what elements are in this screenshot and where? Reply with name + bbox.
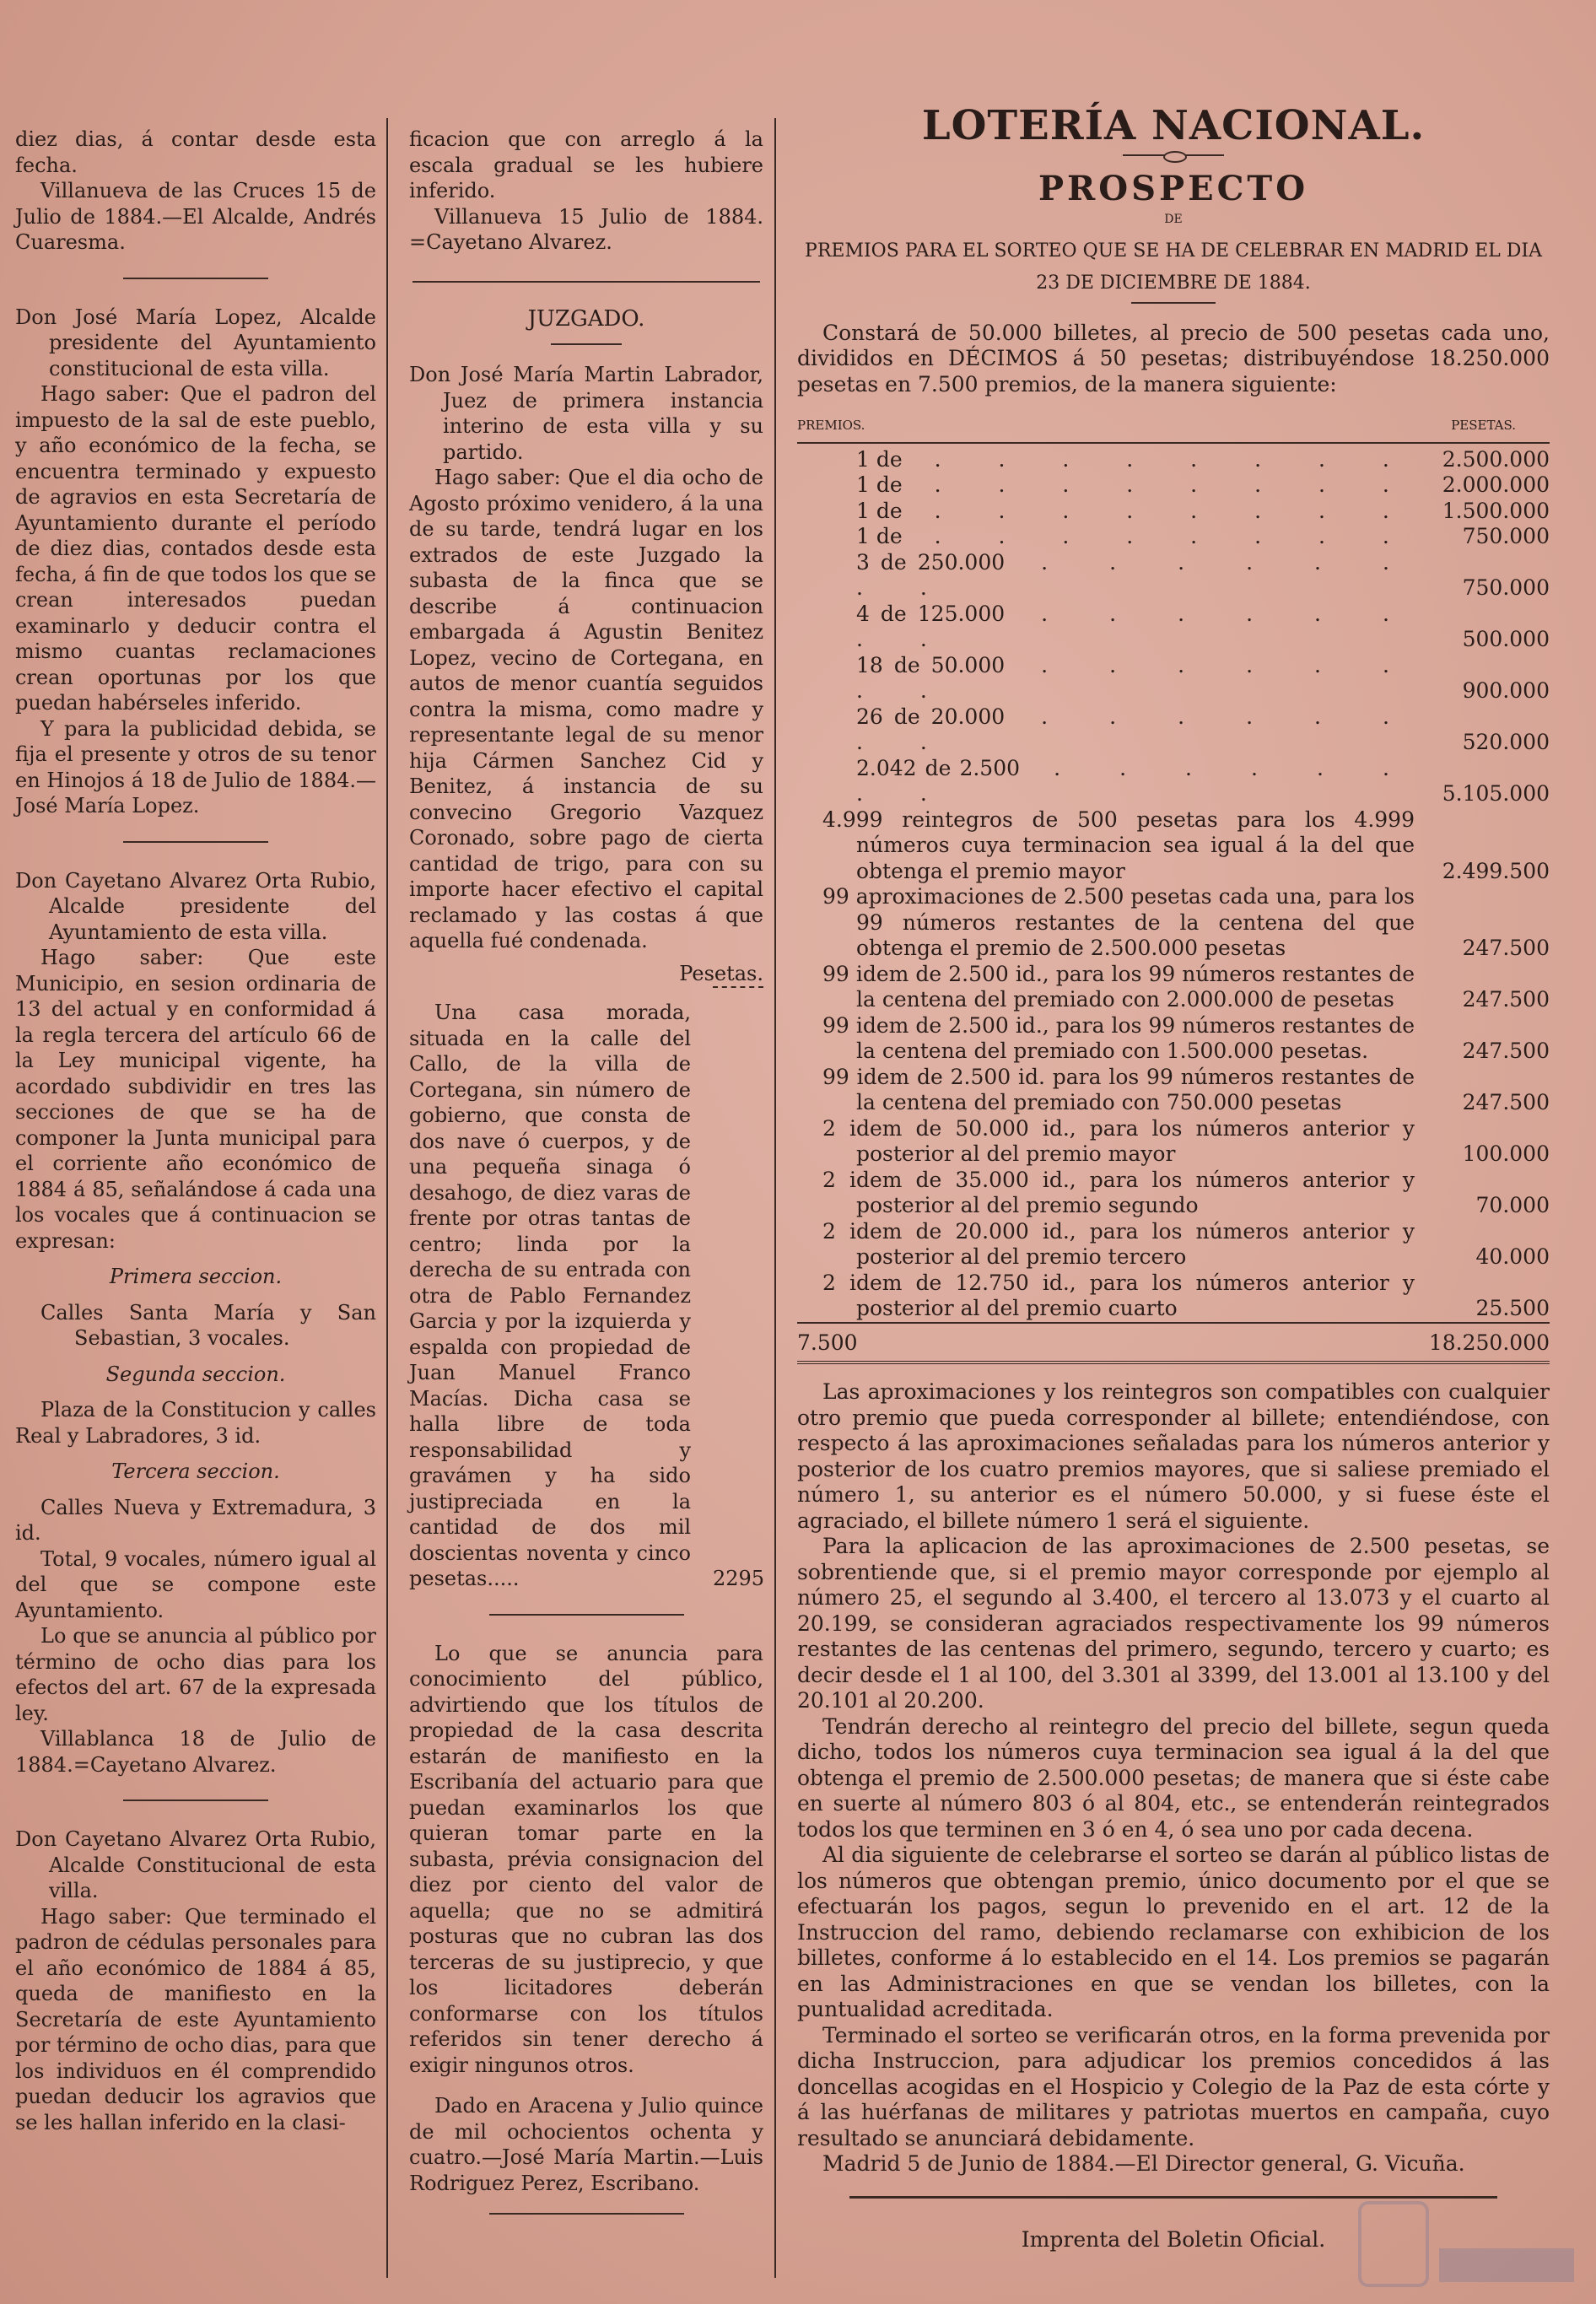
prospecto-intro: Constará de 50.000 billetes, al precio de 500 pesetas cada uno, divididos en DÉCIMOS á 50 pesetas; distribuyéndose 18.250.000 pesetas en 7.500 premios, de la manera siguiente: xyxy=(797,320,1550,397)
section-segunda-streets: Plaza de la Constitucion y calles Real y Labradores, 3 id. xyxy=(15,1398,376,1448)
prize-description: 1 de . . . . . . . . xyxy=(856,498,1415,523)
prize-row xyxy=(797,524,1550,550)
prize-row xyxy=(797,1271,1550,1323)
signature-villanueva-2: Villanueva 15 Julio de 1884. =Cayetano Alvarez. xyxy=(409,204,763,254)
prize-row xyxy=(797,653,1550,704)
column-right xyxy=(797,102,1550,2253)
column-middle xyxy=(409,127,763,2240)
separator xyxy=(489,2213,684,2218)
notice-heading-cedulas: Don Cayetano Alvarez Orta Rubio, Alcalde Constitucional de esta villa. xyxy=(15,1827,376,1902)
separator xyxy=(489,1614,684,1619)
notice-body-subasta: Hago saber: Que el dia ocho de Agosto próximo venidero, á la una de su tarde, tendrá lugar en los extrados de este Juzgado la subasta de la finca que se describe á continuacion embargada á Agustin Benitez Lopez, vecino de Cortegana, en autos de menor cuantía seguidos contra la misma, como madre y representante legal de su menor hija Cármen Sanchez Cid y Benitez, á instancia de su convecino Gregorio Vazquez Coronado, sobre pago de cierta cantidad de trigo, para con su importe hacer efectivo el capital reclamado y las costas á que aquella fué condenada. xyxy=(409,466,763,952)
prize-row xyxy=(797,1013,1550,1065)
dot-leader: . . . . . . . . xyxy=(902,524,1415,548)
signature-aracena: Dado en Aracena y Julio quince de mil ochocientos ochenta y cuatro.—José María Martin.—Luis Rodriguez Perez, Escribano. xyxy=(409,2094,763,2195)
prize-description: 2 idem de 50.000 id., para los números anterior y posterior al del premio mayor xyxy=(822,1115,1415,1166)
total-vocales: Total, 9 vocales, número igual al del que se compone este Ayuntamiento. xyxy=(15,1546,376,1622)
prize-amount: 100.000 xyxy=(1462,1141,1550,1166)
prize-description: 3 de 250.000 . . . . . . . . xyxy=(856,549,1415,600)
prize-amount: 247.500 xyxy=(1462,1090,1550,1114)
premios-label: PREMIOS. xyxy=(797,418,865,433)
announcement-line: Lo que se anuncia al público por término de ocho dias para los efectos del art. 67 de la expresada ley. xyxy=(15,1624,376,1725)
prize-description: 18 de 50.000 . . . . . . . . xyxy=(856,652,1415,703)
property-value: 2295 xyxy=(713,1567,765,1590)
prize-amount: 5.105.000 xyxy=(1442,781,1550,806)
prize-row xyxy=(797,602,1550,653)
prize-description: 99 idem de 2.500 id., para los 99 números restantes de la centena del premiado con 2.000.000 de pesetas xyxy=(822,961,1415,1012)
separator xyxy=(551,343,622,348)
prize-row xyxy=(797,1116,1550,1168)
notice-body-cedulas: Hago saber: Que terminado el padron de cédulas personales para el año económico de 1884 á 85, queda de manifiesto en la Secretaría de este Ayuntamiento por término de ocho dias, para que los individuos en él comprendido puedan deducir los agravios que se les hallan inferido en la clasi- xyxy=(15,1904,376,2134)
prize-amount: 2.500.000 xyxy=(1423,443,1550,473)
prize-row xyxy=(797,1168,1550,1219)
notice-heading-alvarez: Don Cayetano Alvarez Orta Rubio, Alcalde presidente del Ayuntamiento de esta villa. xyxy=(15,868,376,944)
notice-body-alvarez: Hago saber: Que este Municipio, en sesion ordinaria de 13 del actual y en conformidad á la regla tercera del artículo 66 de la Ley municipal vigente, ha acordado subdividir en tres las secciones de que se ha de componer la Junta municipal para el corriente año económico de 1884 á 85, señalándose á cada una los vocales que á continuacion se expresan: xyxy=(15,946,376,1253)
rules-aproximaciones: Para la aplicacion de las aproximaciones de 2.500 pesetas, se sobrentiende que, si el premio mayor corresponde por ejemplo al número 25, el segundo al 3.400, el tercero al 13.073 y el cuarto al 20.199, se consideran agraciados respectivamente los 99 números restantes de las centenas del primero, segundo, tercero y cuarto; es decir desde el 1 al 100, del 3.301 al 3399, del 13.001 al 13.100 y del 20.101 al 20.200. xyxy=(797,1534,1550,1713)
de-label: DE xyxy=(1164,213,1183,226)
dot-leader: . . . . . . . . xyxy=(902,498,1415,523)
section-tercera-streets: Calles Nueva y Extremadura, 3 id. xyxy=(15,1495,376,1545)
prize-description: 99 idem de 2.500 id., para los 99 números restantes de la centena del premiado con 1.500.000 pesetas. xyxy=(822,1012,1415,1063)
prize-row xyxy=(797,443,1550,473)
dot-leader: . . . . . . . . xyxy=(856,601,1415,651)
prize-row xyxy=(797,962,1550,1013)
prize-amount: 247.500 xyxy=(1462,987,1550,1012)
prize-row xyxy=(797,807,1550,885)
separator xyxy=(412,281,760,286)
prize-amount: 247.500 xyxy=(1462,936,1550,960)
announcement-subasta: Lo que se anuncia para conocimiento del público, advirtiendo que los títulos de propiedad de la casa descrita estarán de manifiesto en la Escribanía del actuario para que puedan examinarlos los que quieran tomar parte en la subasta, prévia consignacion del diez por ciento del valor de aquella; que no se admitirá posturas que no cubran las dos terceras de su justiprecio, y que los licitadores deberán conformarse con los títulos referidos sin tener derecho á exigir ningunos otros. xyxy=(409,1641,763,2077)
prize-description: 26 de 20.000 . . . . . . . . xyxy=(856,704,1415,754)
notice-closing-lopez: Y para la publicidad debida, se fija el presente y otros de su tenor en Hinojos á 18 de Julio de 1884.—José María Lopez. xyxy=(15,716,376,817)
notice-heading-lopez: Don José María Lopez, Alcalde presidente del Ayuntamiento constitucional de esta villa. xyxy=(15,305,376,380)
prize-amount: 25.500 xyxy=(1475,1296,1550,1320)
double-rule xyxy=(797,1359,1550,1364)
rules-compatibility: Las aproximaciones y los reintegros son compatibles con cualquier otro premio que pueda corresponder al billete; entendiéndose, con respecto á las aproximaciones señaladas para los números anterior y posterior de los cuatro premios mayores, que si saliese premiado el número 1, su anterior es el número 50.000, y si fuese éste el agraciado, el billete número 1 será el siguiente. xyxy=(797,1379,1550,1533)
column-rule-right xyxy=(774,118,776,2278)
prize-row xyxy=(797,704,1550,756)
dot-leader: . . . . . . . . xyxy=(856,704,1415,754)
separator xyxy=(713,986,763,988)
prize-row xyxy=(797,550,1550,602)
prize-description: 99 idem de 2.500 id. para los 99 números restantes de la centena del premiado con 750.000 pesetas xyxy=(822,1064,1415,1114)
property-description: Una casa morada, situada en la calle del Callo, de la villa de Cortegana, sin número de gobierno, que consta de dos nave ó cuerpos, y de una pequeña sinaga ó desahogo, de diez varas de frente por otras tantas de centro; linda por la derecha de su entrada con otra de Pablo Fernandez Garcia y por la izquierda y espalda con propiedad de Juan Manuel Franco Macías. Dicha casa se halla libre de toda responsabilidad y gravámen y ha sido justipreciada en la cantidad de dos mil doscientas noventa y cinco pesetas..... xyxy=(409,1001,691,1590)
column-rule-left xyxy=(386,118,388,2278)
notice-heading-juez: Don José María Martin Labrador, Juez de primera instancia interino de esta villa y su partido. xyxy=(409,363,763,464)
prize-amount: 1.500.000 xyxy=(1442,498,1550,523)
prize-row xyxy=(797,756,1550,807)
separator xyxy=(1131,302,1216,304)
prize-description: 1 de . . . . . . . . xyxy=(856,472,1415,497)
prize-row xyxy=(797,1065,1550,1116)
prize-description: 2 idem de 20.000 id., para los números anterior y posterior al del premio tercero xyxy=(822,1218,1415,1269)
section-heading-segunda: Segunda seccion. xyxy=(105,1362,286,1386)
dot-leader: . . . . . . . . xyxy=(856,549,1415,600)
dot-leader: . . . . . . . . xyxy=(856,755,1415,806)
prize-amount: 2.000.000 xyxy=(1442,472,1550,497)
notice-fragment: diez dias, á contar desde esta fecha. xyxy=(15,127,376,177)
prize-description: 1 de . . . . . . . . xyxy=(797,443,1423,473)
prize-description: 2 idem de 12.750 id., para los números anterior y posterior al del premio cuarto xyxy=(822,1270,1415,1320)
property-entry xyxy=(409,1000,763,1592)
separator xyxy=(123,841,267,846)
prize-description: 4 de 125.000 . . . . . . . . xyxy=(856,601,1415,651)
juzgado-heading: JUZGADO. xyxy=(527,305,645,332)
prize-amount: 40.000 xyxy=(1475,1244,1550,1269)
pesetas-label: Pesetas. xyxy=(679,961,763,985)
rules-otros-sorteos: Terminado el sorteo se verificarán otros, en la forma prevenida por dicha Instruccion, para adjudicar los premios concedidos á las doncellas acogidas en el Hospicio y Colegio de la Paz de esta córte y á las huérfanas de militares y patriotas muertos en campaña, cuyo resultado se anunciará debidamente. xyxy=(797,2022,1550,2150)
prize-table-header xyxy=(797,413,1550,439)
notice-body-lopez: Hago saber: Que el padron del impuesto de la sal de este pueblo, y año económico de la fecha, se encuentra terminado y expuesto de agravios en esta Secretaría de Ayuntamiento durante el período de diez dias, contados desde esta fecha, á fin de que todos los que se crean interesados puedan examinarlo y deducir contra el mismo cuantas reclamaciones crean oportunas por los que puedan habérseles inferido. xyxy=(15,382,376,715)
prize-amount: 2.499.500 xyxy=(1442,858,1550,883)
section-heading-primera: Primera seccion. xyxy=(109,1265,283,1288)
prize-description: 2.042 de 2.500 . . . . . . . . xyxy=(856,755,1415,806)
notice-continuation: ficacion que con arreglo á la escala gradual se les hubiere inferido. xyxy=(409,127,763,202)
total-amount: 18.250.000 xyxy=(1423,1323,1550,1357)
prize-description: 2 idem de 35.000 id., para los números anterior y posterior al del premio segundo xyxy=(822,1167,1415,1217)
loteria-title: LOTERÍA NACIONAL. xyxy=(921,102,1426,149)
separator xyxy=(123,278,267,283)
rules-reintegro: Tendrán derecho al reintegro del precio del billete, segun queda dicho, todos los números cuya terminacion sea igual á la del que obtenga el premio de 2.500.000 pesetas; de manera que si éste cabe en suerte al número 803 ó al 804, etc., se entenderán reintegrados todos los que terminen en 3 ó en 4, ó sea uno por cada decena. xyxy=(797,1713,1550,1842)
library-stamp-icon xyxy=(1355,2198,1583,2291)
pesetas-header: PESETAS. xyxy=(1451,418,1516,433)
prize-description: 99 aproximaciones de 2.500 pesetas cada una, para los 99 números restantes de la centena del que obtenga el premio de 2.500.000 pesetas xyxy=(822,884,1415,960)
sorteo-subtitle: PREMIOS PARA EL SORTEO QUE SE HA DE CELEBRAR EN MADRID EL DIA xyxy=(805,240,1542,262)
section-primera-streets: Calles Santa María y San Sebastian, 3 vocales. xyxy=(40,1300,376,1350)
dot-leader: . . . . . . . . xyxy=(902,472,1415,497)
dot-leader: . . . . . . . . xyxy=(902,446,1415,472)
column-left xyxy=(15,127,376,2135)
prize-amount: 750.000 xyxy=(1462,575,1550,600)
prize-total-row xyxy=(797,1323,1550,1357)
prize-table xyxy=(797,442,1550,1357)
prize-description: 1 de . . . . . . . . xyxy=(856,524,1415,548)
prize-row xyxy=(797,884,1550,962)
prize-amount: 500.000 xyxy=(1462,627,1550,651)
sorteo-date: 23 DE DICIEMBRE DE 1884. xyxy=(1036,272,1311,294)
prize-row xyxy=(797,499,1550,525)
ornament-rule xyxy=(1123,151,1224,159)
prize-amount: 900.000 xyxy=(1462,678,1550,703)
signature-villablanca: Villablanca 18 de Julio de 1884.=Cayetano Alvarez. xyxy=(15,1727,376,1777)
prize-amount: 750.000 xyxy=(1462,524,1550,548)
prize-description: 4.999 reintegros de 500 pesetas para los 4.999 números cuya terminacion sea igual á la del que obtenga el premio mayor xyxy=(822,807,1415,883)
prize-row xyxy=(797,472,1550,499)
prize-amount: 520.000 xyxy=(1462,730,1550,754)
total-count: 7.500 xyxy=(797,1323,1423,1357)
signature-madrid: Madrid 5 de Junio de 1884.—El Director general, G. Vicuña. xyxy=(822,2151,1465,2176)
signature-villanueva: Villanueva de las Cruces 15 de Julio de 1884.—El Alcalde, Andrés Cuaresma. xyxy=(15,179,376,254)
dot-leader: . . . . . . . . xyxy=(856,652,1415,703)
rules-listas: Al dia siguiente de celebrarse el sorteo se darán al público listas de los números que obtengan premio, único documento por el que se efectuarán los pagos, segun lo prevenido en el art. 12 de la Instruccion del ramo, debiendo reclamarse con exhibicion de los billetes, conforme á lo establecido en el 14. Los premios se pagarán en las Administraciones en que se vendan los billetes, con la puntualidad acreditada. xyxy=(797,1843,1550,2021)
prize-amount: 70.000 xyxy=(1475,1193,1550,1217)
separator xyxy=(123,1799,267,1805)
prize-row xyxy=(797,1219,1550,1271)
section-heading-tercera: Tercera seccion. xyxy=(111,1460,280,1483)
imprenta-footer: Imprenta del Boletin Oficial. xyxy=(1021,2226,1326,2252)
prize-amount: 247.500 xyxy=(1462,1039,1550,1063)
prospecto-heading: PROSPECTO xyxy=(1038,168,1309,208)
